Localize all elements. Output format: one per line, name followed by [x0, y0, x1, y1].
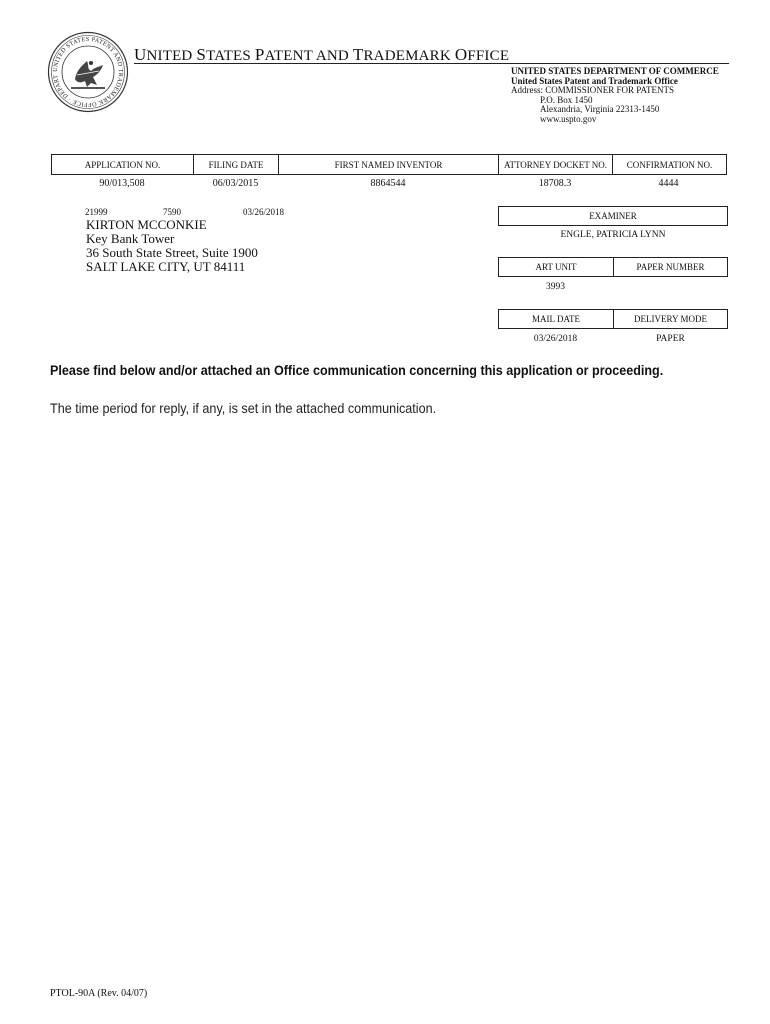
office-name: United States Patent and Trademark Office [511, 75, 678, 86]
address-line: KIRTON MCCONKIE [86, 217, 207, 232]
application-no-header: APPLICATION NO. [52, 155, 194, 174]
delivery-mode-label: DELIVERY MODE [613, 309, 728, 329]
address-line: 36 South State Street, Suite 1900 [86, 245, 258, 260]
examiner-name: ENGLE, PATRICIA LYNN [560, 230, 666, 240]
website-link[interactable]: www.uspto.gov [540, 113, 597, 124]
first-named-inventor-value: 8864544 [370, 178, 406, 189]
attorney-docket-no-header: ATTORNEY DOCKET NO. [499, 155, 613, 174]
address-city: Alexandria, Virginia 22313-1450 [540, 104, 660, 114]
address-line: Key Bank Tower [86, 231, 175, 246]
office-title: UNITED STATES PATENT AND TRADEMARK OFFICE [134, 45, 510, 64]
examiner-label: EXAMINER [589, 211, 637, 221]
application-no-value: 90/013,508 [99, 178, 145, 189]
first-named-inventor-header: FIRST NAMED INVENTOR [279, 155, 499, 174]
attorney-docket-no-value: 18708.3 [538, 178, 572, 189]
form-number: PTOL-90A (Rev. 04/07) [50, 988, 148, 999]
customer-number: 21999 [85, 207, 108, 217]
art-unit-header [498, 257, 728, 277]
correspondence-date: 03/26/2018 [243, 207, 285, 217]
svg-text:UNITED STATES PATENT AND TRADE: UNITED STATES PATENT AND TRADEMARK OFFICE · DEPART [51, 35, 125, 109]
department-name: UNITED STATES DEPARTMENT OF COMMERCE [511, 66, 719, 76]
mail-date-value: 03/26/2018 [533, 334, 578, 344]
art-unit-value: 3993 [546, 282, 565, 292]
address-line: SALT LAKE CITY, UT 84111 [86, 259, 246, 274]
application-header-table [51, 154, 727, 175]
uspto-seal-icon [47, 31, 129, 113]
confirmation-no-header: CONFIRMATION NO. [626, 159, 713, 170]
address-name: COMMISSIONER FOR PATENTS [545, 85, 674, 95]
delivery-mode-value: PAPER [656, 334, 685, 344]
mail-date-label: MAIL DATE [498, 309, 613, 329]
address-label: Address: [511, 85, 543, 95]
examiner-label-box [498, 206, 728, 226]
office-communication-notice: Please find below and/or attached an Office communication concerning this application or proceeding. [50, 363, 664, 378]
filing-date-header: FILING DATE [194, 155, 279, 174]
filing-date-value: 06/03/2015 [212, 178, 259, 189]
correspondence-code: 7590 [163, 207, 181, 217]
paper-number-label: PAPER NUMBER [613, 257, 728, 277]
art-unit-label: ART UNIT [498, 257, 613, 277]
header-divider [134, 63, 729, 64]
department-address-block [511, 67, 719, 124]
confirmation-no-value: 4444 [658, 178, 679, 189]
correspondence-address [86, 218, 258, 274]
application-values-row [51, 178, 727, 189]
reply-period-notice: The time period for reply, if any, is set in the attached communication. [50, 400, 437, 416]
mailing-header [498, 309, 728, 329]
po-box: P.O. Box 1450 [540, 94, 593, 105]
